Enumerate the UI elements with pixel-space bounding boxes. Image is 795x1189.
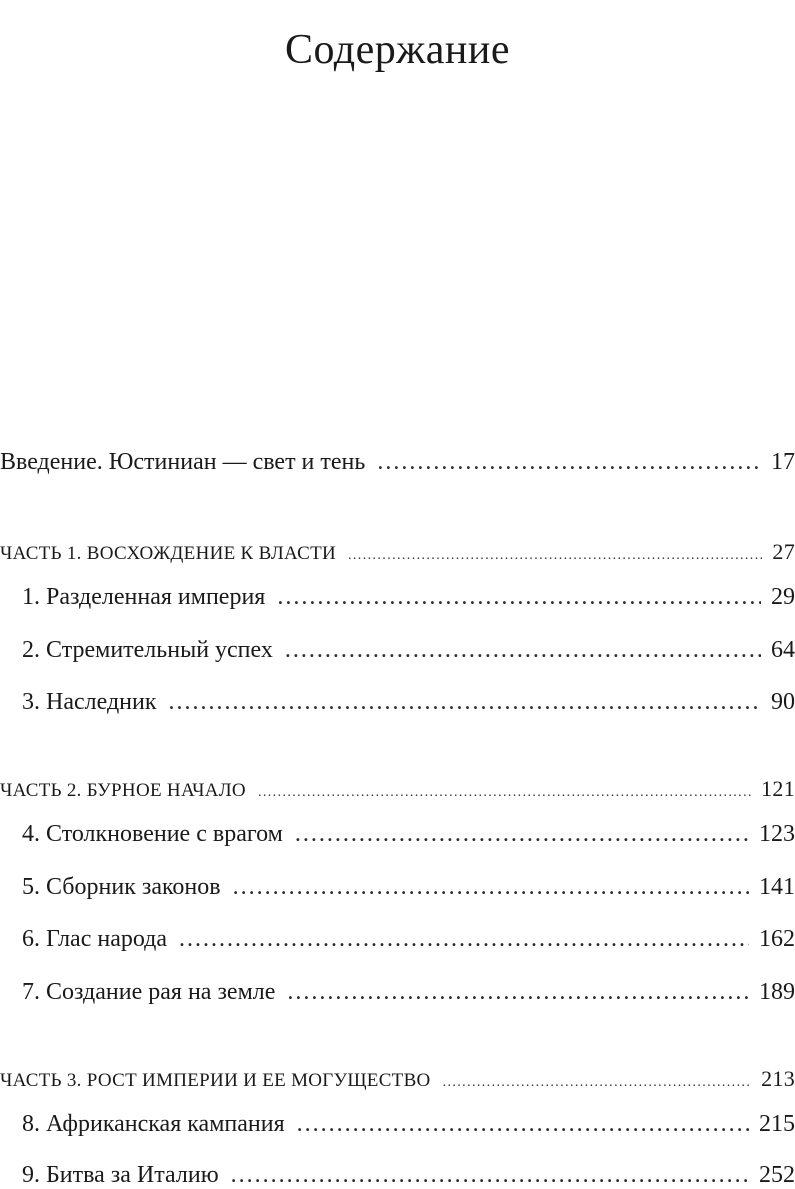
toc-page-number: 213: [761, 1066, 795, 1091]
dot-leader: [348, 548, 762, 564]
toc-entry-introduction[interactable]: [0, 449, 795, 476]
toc-page-number: 17: [771, 449, 795, 475]
dot-leader: [231, 1162, 749, 1189]
toc-chapter-label: 1. Разделенная империя: [22, 584, 266, 610]
toc-page-number: 123: [759, 821, 795, 847]
toc-page-number: 90: [771, 689, 795, 715]
toc-chapter-3[interactable]: [22, 689, 795, 716]
toc-chapter-label: 7. Создание рая на земле: [22, 979, 276, 1005]
toc-page-number: 121: [761, 776, 795, 801]
toc-part-1[interactable]: [0, 539, 795, 565]
toc-page-number: 27: [772, 539, 795, 564]
toc-chapter-5[interactable]: [22, 874, 795, 901]
dot-leader: [443, 1075, 752, 1091]
toc-chapter-label: 8. Африканская кампания: [22, 1111, 285, 1137]
toc-chapter-9[interactable]: [22, 1162, 795, 1189]
toc-page-number: 141: [759, 874, 795, 900]
toc-part-2[interactable]: [0, 776, 795, 802]
toc-page-number: 215: [759, 1111, 795, 1137]
dot-leader: [258, 785, 751, 801]
toc-chapter-1[interactable]: [22, 584, 795, 611]
dot-leader: [233, 874, 749, 901]
toc-part-label: ЧАСТЬ 3. РОСТ ИМПЕРИИ И ЕЕ МОГУЩЕСТВО: [0, 1070, 431, 1091]
page-title: Содержание: [284, 27, 511, 74]
toc-chapter-label: 5. Сборник законов: [22, 874, 221, 900]
toc-chapter-2[interactable]: [22, 637, 795, 664]
toc-page-number: 252: [759, 1162, 795, 1188]
dot-leader: [295, 821, 749, 848]
toc-chapter-label: 9. Битва за Италию: [22, 1162, 219, 1188]
toc-page-number: 162: [759, 926, 795, 952]
toc-part-label: ЧАСТЬ 2. БУРНОЕ НАЧАЛО: [0, 780, 246, 801]
toc-chapter-4[interactable]: [22, 821, 795, 848]
toc-chapter-8[interactable]: [22, 1111, 795, 1138]
dot-leader: [169, 689, 761, 716]
toc-chapter-label: 2. Стремительный успех: [22, 637, 273, 663]
toc-chapter-label: 6. Глас народа: [22, 926, 168, 952]
dot-leader: [277, 584, 761, 611]
toc-page-number: 189: [759, 979, 795, 1005]
toc-chapter-label: 4. Столкновение с врагом: [22, 821, 283, 847]
toc-page-number: 64: [771, 637, 795, 663]
dot-leader: [285, 637, 761, 664]
toc-chapter-label: 3. Наследник: [22, 689, 157, 715]
dot-leader: [287, 979, 749, 1006]
toc-part-label: ЧАСТЬ 1. ВОСХОЖДЕНИЕ К ВЛАСТИ: [0, 543, 336, 564]
toc-part-3[interactable]: [0, 1066, 795, 1092]
dot-leader: [377, 449, 761, 476]
toc-chapter-6[interactable]: [22, 926, 795, 953]
dot-leader: [179, 926, 749, 953]
toc-chapter-7[interactable]: [22, 979, 795, 1006]
dot-leader: [297, 1111, 749, 1138]
toc-entry-label: Введение. Юстиниан — свет и тень: [0, 449, 366, 475]
toc-page-number: 29: [771, 584, 795, 610]
